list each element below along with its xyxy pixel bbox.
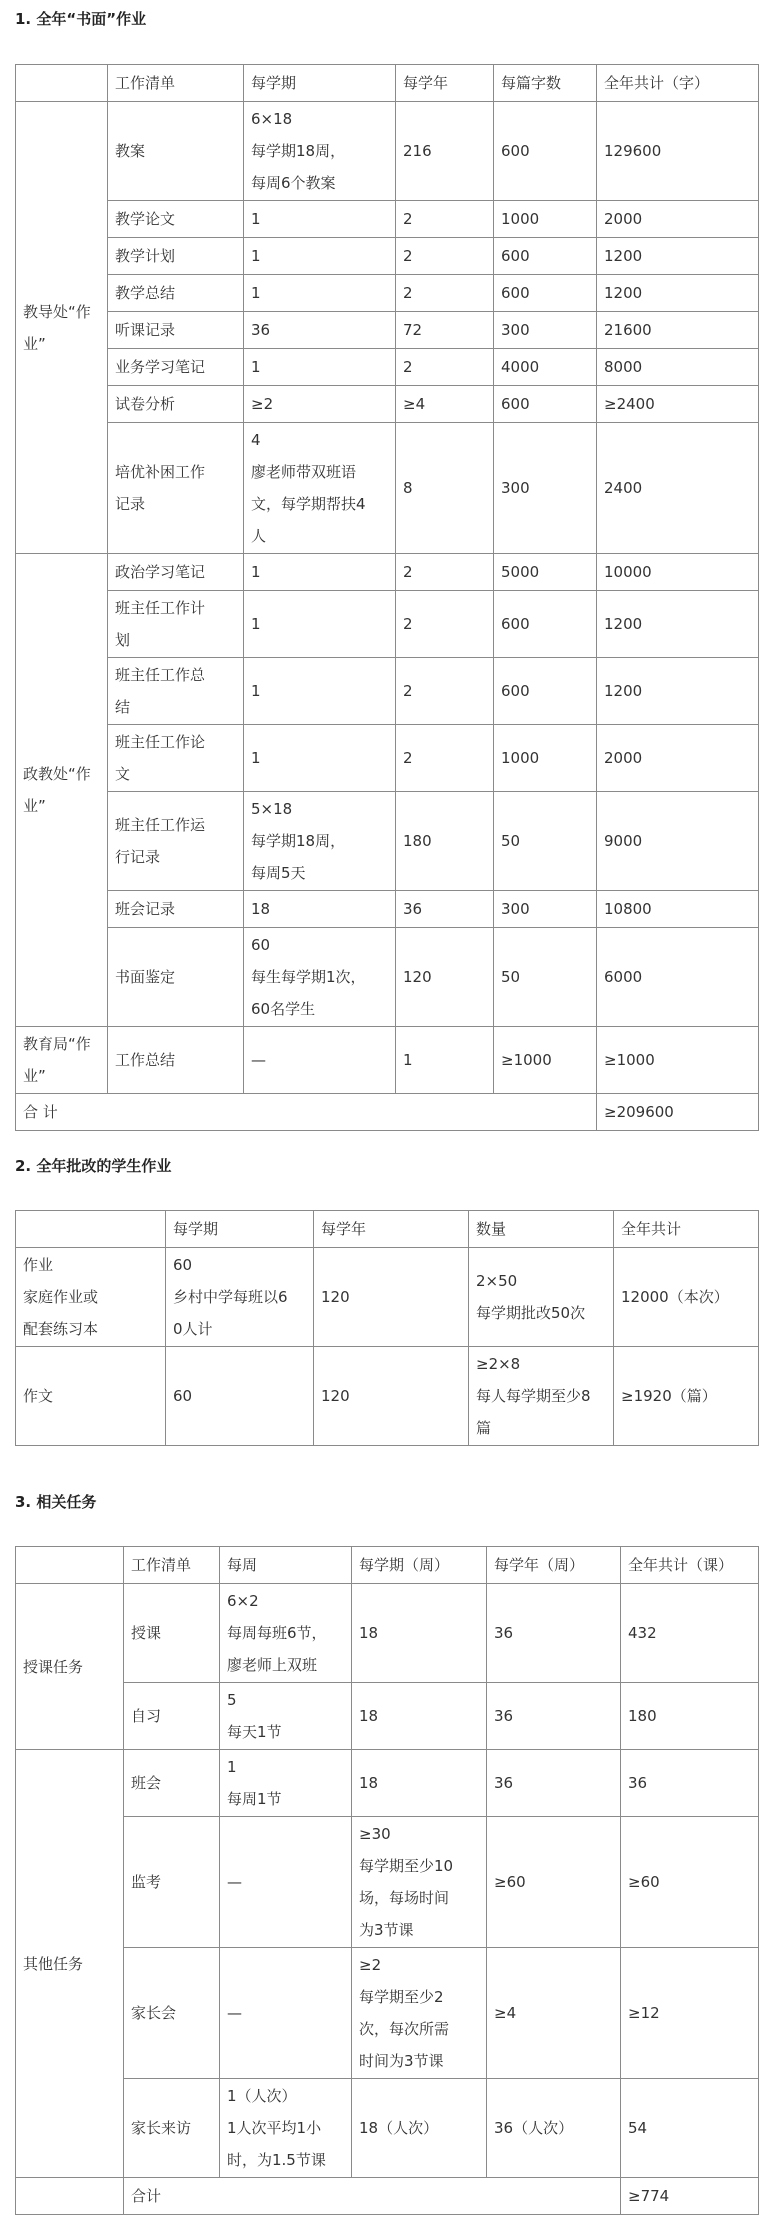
student-homework-table <box>15 1210 759 1446</box>
cell-line: 结 <box>115 698 131 716</box>
cell-line: 作文 <box>23 1387 54 1405</box>
annual-total: ≥1000 <box>597 1027 759 1094</box>
homework-type <box>16 1347 166 1446</box>
per-semester <box>166 1248 314 1347</box>
column-header: 每学年 <box>314 1211 469 1248</box>
table-row <box>16 349 759 386</box>
annual-total: 10000 <box>597 554 759 591</box>
sum-total: ≥209600 <box>597 1094 759 1131</box>
column-header: 每学期 <box>244 65 396 102</box>
per-year: 2 <box>396 238 494 275</box>
column-header: 数量 <box>469 1211 614 1248</box>
sum-row <box>16 1094 759 1131</box>
annual-total: 2000 <box>597 725 759 792</box>
cell-line: 1 <box>251 682 261 700</box>
cell-line: 教学论文 <box>115 210 176 228</box>
work-item <box>108 928 244 1027</box>
annual-total: 12000（本次） <box>614 1248 759 1347</box>
table-row <box>16 201 759 238</box>
section-2-title: 2. 全年批改的学生作业 <box>15 1157 172 1175</box>
words-per-piece: 600 <box>494 275 597 312</box>
sum-row <box>16 2178 759 2215</box>
cell-line: 划 <box>115 631 131 649</box>
cell-line: 文，每学期帮扶4 <box>251 495 366 513</box>
cell-line: 60 <box>173 1387 193 1405</box>
work-item <box>108 201 244 238</box>
group-label <box>16 554 108 1027</box>
cell-line: 教学计划 <box>115 247 176 265</box>
cell-line: 业” <box>23 797 46 815</box>
column-header <box>16 65 108 102</box>
cell-line: 记录 <box>115 495 146 513</box>
sum-spacer <box>16 2178 124 2215</box>
per-semester <box>244 238 396 275</box>
cell-line: 政治学习笔记 <box>115 563 206 581</box>
column-header: 工作清单 <box>108 65 244 102</box>
cell-line: 班会记录 <box>115 900 176 918</box>
group-label: 其他任务 <box>16 1750 124 2178</box>
table-row <box>16 1750 759 1817</box>
per-year: 72 <box>396 312 494 349</box>
cell-line: 班主任工作论 <box>115 733 206 751</box>
cell-line: 6×18 <box>251 110 293 128</box>
per-week <box>220 1817 352 1948</box>
cell-line: 36 <box>251 321 271 339</box>
per-semester <box>244 891 396 928</box>
section-3-title: 3. 相关任务 <box>15 1493 97 1511</box>
per-semester <box>244 658 396 725</box>
per-semester <box>244 423 396 554</box>
cell-line: 每周5天 <box>251 864 306 882</box>
work-item <box>108 891 244 928</box>
column-header: 每学年（周） <box>487 1547 621 1584</box>
table-row <box>16 312 759 349</box>
words-per-piece: ≥1000 <box>494 1027 597 1094</box>
cell-line: — <box>227 1873 242 1891</box>
per-semester <box>244 928 396 1027</box>
table-row <box>16 1817 759 1948</box>
table-row <box>16 102 759 201</box>
words-per-piece: 300 <box>494 312 597 349</box>
cell-line: 每周6个教案 <box>251 174 336 192</box>
cell-line: 时，为1.5节课 <box>227 2151 326 2169</box>
cell-line: 场，每场时间 <box>359 1889 450 1907</box>
per-year: 2 <box>396 201 494 238</box>
words-per-piece: 600 <box>494 238 597 275</box>
work-item <box>108 554 244 591</box>
words-per-piece: 50 <box>494 928 597 1027</box>
annual-total: ≥1920（篇） <box>614 1347 759 1446</box>
work-item <box>108 238 244 275</box>
per-week <box>220 1683 352 1750</box>
cell-line: 政教处“作 <box>23 765 91 783</box>
cell-line: 6×2 <box>227 1592 259 1610</box>
table-row <box>16 423 759 554</box>
work-item <box>108 312 244 349</box>
work-item <box>108 725 244 792</box>
cell-line: 人 <box>251 527 267 545</box>
per-year: ≥60 <box>487 1817 621 1948</box>
per-year: 36 <box>396 891 494 928</box>
cell-line: 1 <box>251 284 261 302</box>
per-semester <box>244 1027 396 1094</box>
sum-label: 合计 <box>124 2178 621 2215</box>
table-row <box>16 1027 759 1094</box>
per-year: 180 <box>396 792 494 891</box>
cell-line: 工作总结 <box>115 1051 176 1069</box>
cell-line: ≥2 <box>251 395 274 413</box>
per-week <box>220 1948 352 2079</box>
words-per-piece: 600 <box>494 591 597 658</box>
per-semester <box>244 725 396 792</box>
cell-line: 1 <box>251 210 261 228</box>
table-row <box>16 1248 759 1347</box>
per-semester <box>352 1948 487 2079</box>
cell-line: 60 <box>173 1256 193 1274</box>
quantity <box>469 1347 614 1446</box>
work-item: 家长来访 <box>124 2079 220 2178</box>
per-week <box>220 2079 352 2178</box>
table-row <box>16 591 759 658</box>
per-semester <box>352 1750 487 1817</box>
per-year: 36 <box>487 1750 621 1817</box>
table-row <box>16 1948 759 2079</box>
per-semester <box>244 312 396 349</box>
cell-line: 教育局“作 <box>23 1035 91 1053</box>
table-row <box>16 554 759 591</box>
annual-total: 9000 <box>597 792 759 891</box>
cell-line: 试卷分析 <box>115 395 176 413</box>
cell-line: 业” <box>23 334 46 353</box>
per-year: 120 <box>314 1347 469 1446</box>
cell-line: 每人每学期至少8 <box>476 1387 591 1405</box>
per-semester <box>352 2079 487 2178</box>
column-header <box>16 1547 124 1584</box>
homework-type <box>16 1248 166 1347</box>
cell-line: 业务学习笔记 <box>115 358 206 376</box>
annual-total: ≥2400 <box>597 386 759 423</box>
words-per-piece: 300 <box>494 423 597 554</box>
table-row <box>16 1584 759 1683</box>
cell-line: 为3节课 <box>359 1921 414 1939</box>
cell-line: 教学总结 <box>115 284 176 302</box>
header-row <box>16 1211 759 1248</box>
cell-line: 文 <box>115 765 131 783</box>
cell-line: 每生每学期1次， <box>251 968 366 986</box>
words-per-piece: 300 <box>494 891 597 928</box>
per-year: 2 <box>396 349 494 386</box>
table-row <box>16 2079 759 2178</box>
per-semester <box>244 591 396 658</box>
cell-line: 1人次平均1小 <box>227 2119 322 2137</box>
per-year: 2 <box>396 591 494 658</box>
section-1-title: 1. 全年“书面”作业 <box>15 10 147 28</box>
cell-line: 书面鉴定 <box>115 968 176 986</box>
per-year: 2 <box>396 554 494 591</box>
cell-line: — <box>227 2004 242 2022</box>
annual-total: 432 <box>621 1584 759 1683</box>
cell-line: 5×18 <box>251 800 293 818</box>
cell-line: 教导处“作 <box>23 302 91 321</box>
work-item: 自习 <box>124 1683 220 1750</box>
per-year: 120 <box>314 1248 469 1347</box>
work-item: 家长会 <box>124 1948 220 2079</box>
cell-line: 4 <box>251 431 261 449</box>
written-work-table <box>15 64 759 1131</box>
work-item <box>108 591 244 658</box>
cell-line: 次，每次所需 <box>359 2020 450 2038</box>
table-row <box>16 725 759 792</box>
per-semester <box>244 554 396 591</box>
related-tasks-table <box>15 1546 759 2215</box>
annual-total: 6000 <box>597 928 759 1027</box>
cell-line: 5 <box>227 1691 237 1709</box>
per-semester: 18 <box>352 1683 487 1750</box>
per-year: 8 <box>396 423 494 554</box>
cell-line: 乡村中学每班以6 <box>173 1288 288 1306</box>
cell-line: 18 <box>251 900 271 918</box>
cell-line: 教案 <box>115 142 146 160</box>
annual-total: 129600 <box>597 102 759 201</box>
per-semester: 18 <box>352 1584 487 1683</box>
cell-line: 1 <box>251 615 261 633</box>
column-header: 每学期（周） <box>352 1547 487 1584</box>
cell-line: 18（人次） <box>359 2119 439 2137</box>
cell-line: 业” <box>23 1067 46 1085</box>
sum-total: ≥774 <box>621 2178 759 2215</box>
cell-line: 每学期批改50次 <box>476 1304 586 1322</box>
table-row <box>16 275 759 312</box>
words-per-piece: 600 <box>494 658 597 725</box>
cell-line: 听课记录 <box>115 321 176 339</box>
per-year: 1 <box>396 1027 494 1094</box>
table-row <box>16 238 759 275</box>
words-per-piece: 5000 <box>494 554 597 591</box>
cell-line: 1 <box>251 563 261 581</box>
work-item <box>108 658 244 725</box>
annual-total: 36 <box>621 1750 759 1817</box>
cell-line: 每天1节 <box>227 1723 282 1741</box>
column-header: 全年共计（课） <box>621 1547 759 1584</box>
annual-total: 180 <box>621 1683 759 1750</box>
per-semester <box>166 1347 314 1446</box>
annual-total: ≥60 <box>621 1817 759 1948</box>
per-semester <box>244 386 396 423</box>
column-header: 每学期 <box>166 1211 314 1248</box>
words-per-piece: 600 <box>494 386 597 423</box>
annual-total: 2000 <box>597 201 759 238</box>
per-semester <box>244 201 396 238</box>
cell-line: ≥2 <box>359 1956 382 1974</box>
per-semester <box>244 792 396 891</box>
cell-line: 每学期至少10 <box>359 1857 454 1875</box>
header-row <box>16 1547 759 1584</box>
annual-total: 10800 <box>597 891 759 928</box>
column-header: 全年共计 <box>614 1211 759 1248</box>
cell-line: 廖老师上双班 <box>227 1656 318 1674</box>
cell-line: ≥2×8 <box>476 1355 521 1373</box>
cell-line: 1 <box>251 358 261 376</box>
cell-line: 60 <box>251 936 271 954</box>
column-header: 工作清单 <box>124 1547 220 1584</box>
per-year: 2 <box>396 725 494 792</box>
annual-total: 8000 <box>597 349 759 386</box>
annual-total: 54 <box>621 2079 759 2178</box>
table-row <box>16 928 759 1027</box>
annual-total: 1200 <box>597 238 759 275</box>
annual-total: 2400 <box>597 423 759 554</box>
group-label: 授课任务 <box>16 1584 124 1750</box>
annual-total: 21600 <box>597 312 759 349</box>
per-year: 2 <box>396 658 494 725</box>
cell-line: 1 <box>251 749 261 767</box>
cell-line: 家庭作业或 <box>23 1288 99 1306</box>
header-row <box>16 65 759 102</box>
work-item <box>108 275 244 312</box>
column-header: 每篇字数 <box>494 65 597 102</box>
quantity <box>469 1248 614 1347</box>
per-semester <box>244 102 396 201</box>
per-semester <box>244 349 396 386</box>
cell-line: 每周每班6节， <box>227 1624 327 1642</box>
table-row <box>16 658 759 725</box>
work-item <box>108 1027 244 1094</box>
per-week <box>220 1750 352 1817</box>
cell-line: 每学期至少2 <box>359 1988 444 2006</box>
work-item: 监考 <box>124 1817 220 1948</box>
per-year: ≥4 <box>396 386 494 423</box>
per-week <box>220 1584 352 1683</box>
cell-line: 每学期18周， <box>251 832 346 850</box>
words-per-piece: 600 <box>494 102 597 201</box>
annual-total: ≥12 <box>621 1948 759 2079</box>
cell-line: 篇 <box>476 1419 492 1437</box>
work-item <box>108 792 244 891</box>
cell-line: 2×50 <box>476 1272 518 1290</box>
cell-line: 每周1节 <box>227 1790 282 1808</box>
column-header: 全年共计（字） <box>597 65 759 102</box>
cell-line: 作业 <box>23 1256 54 1274</box>
annual-total: 1200 <box>597 658 759 725</box>
per-semester <box>352 1817 487 1948</box>
words-per-piece: 4000 <box>494 349 597 386</box>
per-year: 216 <box>396 102 494 201</box>
cell-line: 行记录 <box>115 848 161 866</box>
work-item <box>108 386 244 423</box>
cell-line: 班主任工作总 <box>115 666 206 684</box>
words-per-piece: 1000 <box>494 725 597 792</box>
cell-line: 1 <box>251 247 261 265</box>
table-row <box>16 891 759 928</box>
cell-line: 0人计 <box>173 1320 213 1338</box>
cell-line: 班主任工作运 <box>115 816 206 834</box>
group-label <box>16 1027 108 1094</box>
per-year: 2 <box>396 275 494 312</box>
table-row <box>16 792 759 891</box>
per-semester <box>244 275 396 312</box>
work-item <box>108 423 244 554</box>
cell-line: 时间为3节课 <box>359 2052 444 2070</box>
work-item: 授课 <box>124 1584 220 1683</box>
per-year: 36 <box>487 1683 621 1750</box>
annual-total: 1200 <box>597 591 759 658</box>
cell-line: 60名学生 <box>251 1000 316 1018</box>
cell-line: 配套练习本 <box>23 1320 99 1338</box>
sum-label: 合 计 <box>16 1094 597 1131</box>
cell-line: ≥30 <box>359 1825 391 1843</box>
column-header: 每周 <box>220 1547 352 1584</box>
cell-line: 班主任工作计 <box>115 599 206 617</box>
cell-line: 每学期18周， <box>251 142 346 160</box>
per-year: 36 <box>487 1584 621 1683</box>
table-row <box>16 1347 759 1446</box>
words-per-piece: 1000 <box>494 201 597 238</box>
per-year: 120 <box>396 928 494 1027</box>
words-per-piece: 50 <box>494 792 597 891</box>
per-year: 36（人次） <box>487 2079 621 2178</box>
column-header <box>16 1211 166 1248</box>
table-row <box>16 1683 759 1750</box>
group-label <box>16 102 108 554</box>
per-year: ≥4 <box>487 1948 621 2079</box>
cell-line: 18 <box>359 1774 379 1792</box>
cell-line: 培优补困工作 <box>115 463 206 481</box>
cell-line: 1 <box>227 1758 237 1776</box>
cell-line: — <box>251 1051 266 1069</box>
cell-line: 廖老师带双班语 <box>251 463 357 481</box>
annual-total: 1200 <box>597 275 759 312</box>
work-item: 班会 <box>124 1750 220 1817</box>
table-row <box>16 386 759 423</box>
work-item <box>108 349 244 386</box>
column-header: 每学年 <box>396 65 494 102</box>
cell-line: 1（人次） <box>227 2087 297 2105</box>
work-item <box>108 102 244 201</box>
